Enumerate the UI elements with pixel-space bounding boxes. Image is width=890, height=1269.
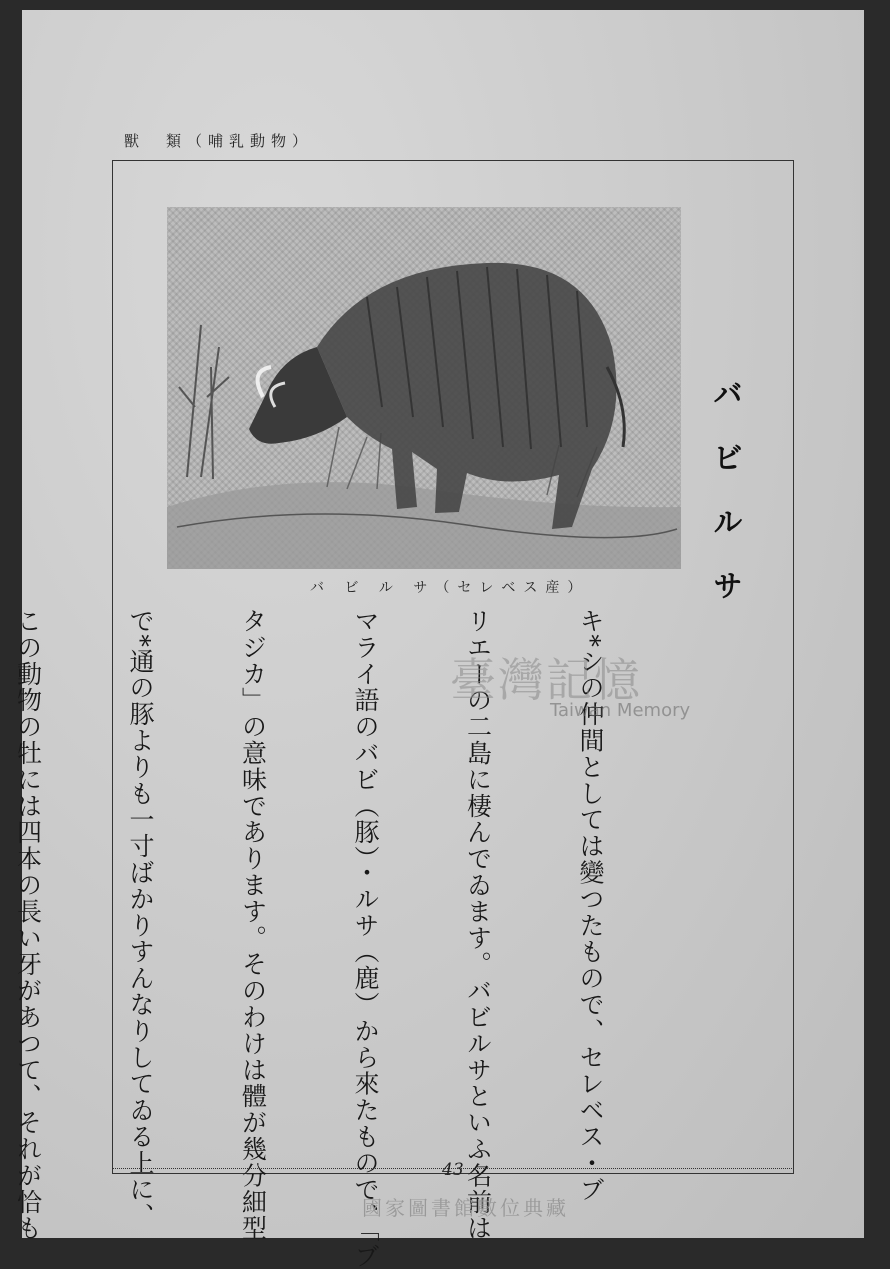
body-line: リエーの二島に棲んでゐます。バビルサといふ名前は <box>463 608 493 1242</box>
book-page <box>13 10 864 1269</box>
body-line: この動物の牡には四本の長い牙があつて、それが恰も <box>13 608 43 1242</box>
watermark-sub-text: Taiwan Memory <box>550 700 691 721</box>
babirusa-illustration <box>167 207 681 569</box>
figure-caption: バ ビ ル サ（セレベス産） <box>310 580 590 596</box>
babirusa-drawing <box>167 207 681 569</box>
body-line: タジカ」の意味であります。そのわけは體が幾分細型 <box>238 608 268 1242</box>
taiwan-memory-watermark <box>450 644 740 734</box>
page-header: 獸 類（哺乳動物） <box>124 132 314 150</box>
library-stamp: 國家圖書館數位典藏 <box>362 1196 569 1220</box>
watermark-main-text: 臺灣記憶 <box>450 653 642 707</box>
article-title: バビルサ <box>707 378 742 634</box>
body-line: マライ語のバビ（豚）・ルサ（鹿）から來たもので、「ブ <box>351 608 380 1269</box>
page-number: 43 <box>442 1160 464 1180</box>
body-line: で*通の豚よりも一寸ばかりすんなりしてゐる上に、 <box>126 608 155 1230</box>
body-line: キ*シの仲間としては變つたもので、セレベス・ブ <box>576 608 605 1203</box>
